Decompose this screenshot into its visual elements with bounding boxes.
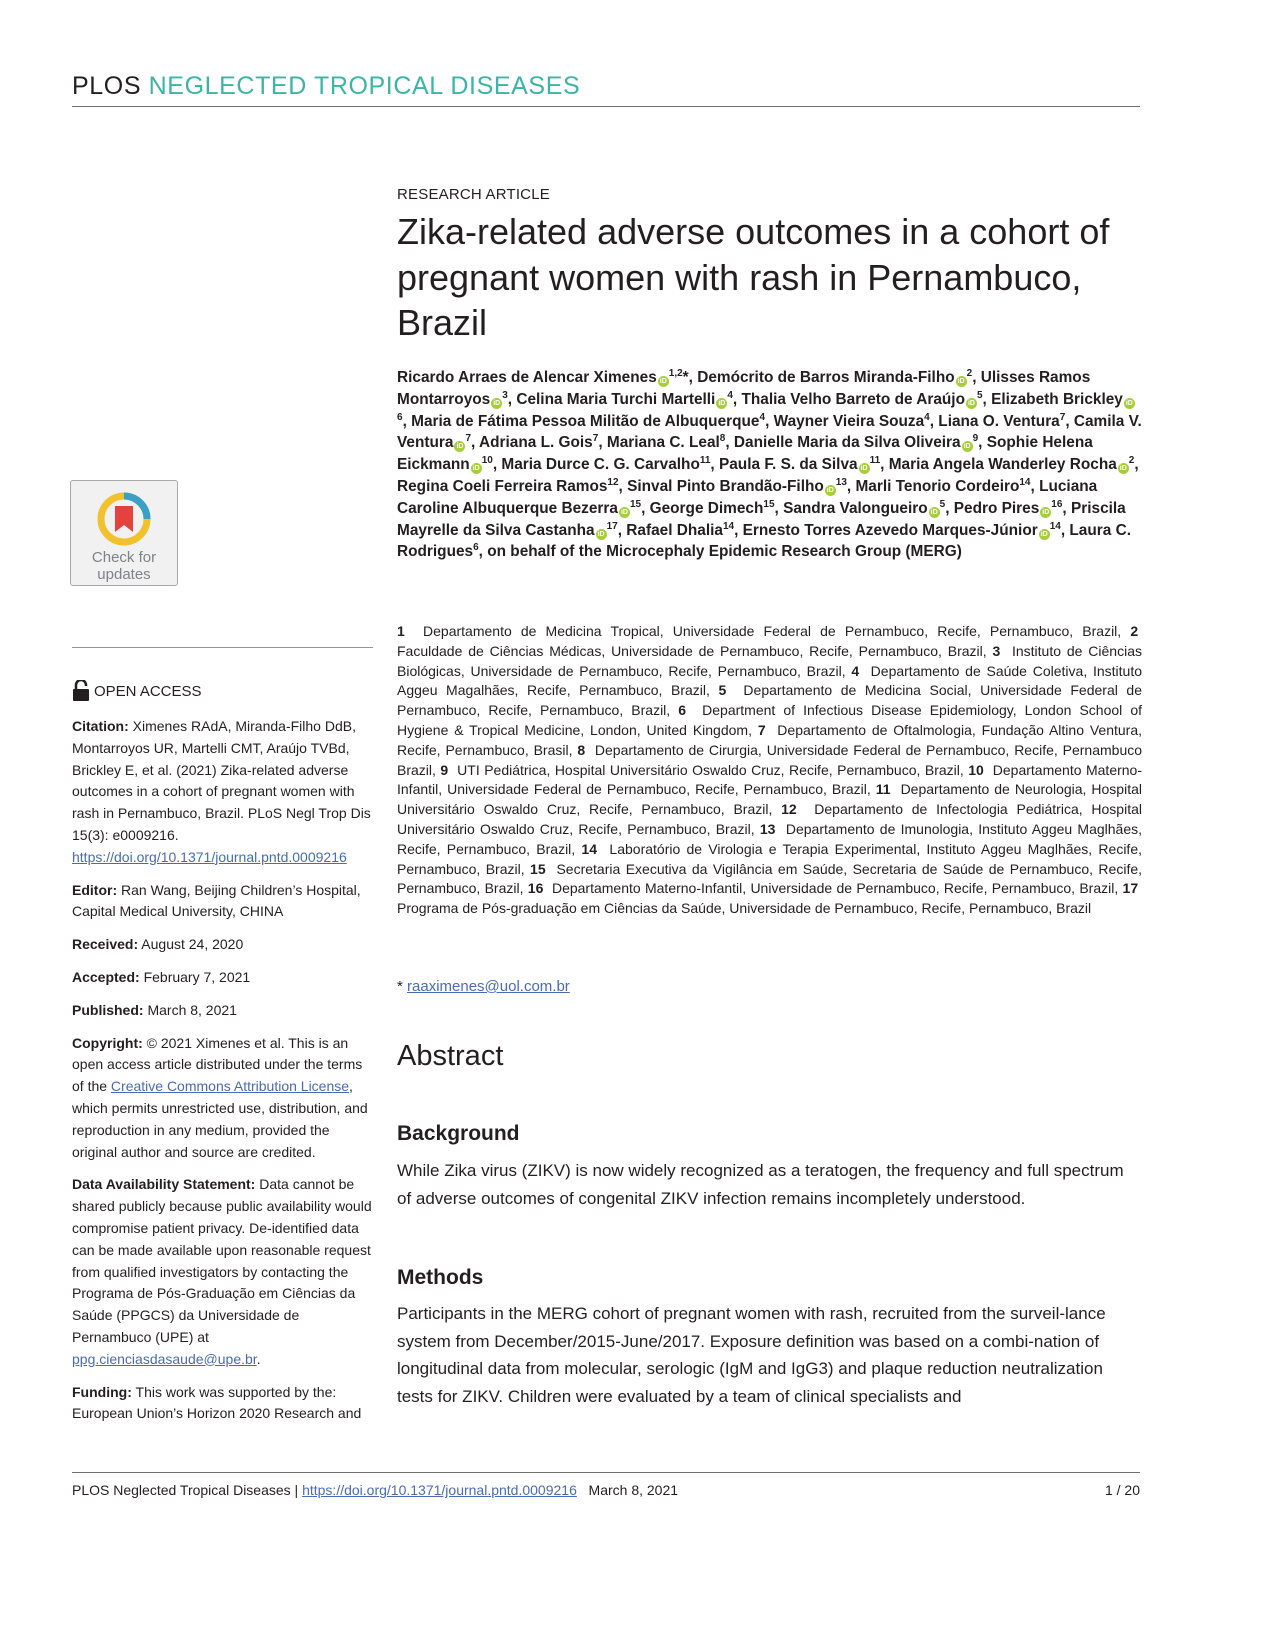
orcid-icon[interactable]: iD bbox=[620, 508, 628, 516]
orcid-icon[interactable]: iD bbox=[1119, 465, 1127, 473]
author-name: Thalia Velho Barreto de Araújo bbox=[741, 390, 965, 408]
author bbox=[954, 500, 1063, 517]
author-affiliation-ref: 15 bbox=[763, 498, 775, 510]
author bbox=[397, 478, 619, 495]
license-link[interactable]: Creative Commons Attribution License bbox=[110, 1078, 350, 1095]
orcid-icon[interactable]: iD bbox=[493, 399, 501, 407]
orcid-icon[interactable]: iD bbox=[860, 465, 868, 473]
data-availability: Data Availability Statement: Data cannot be shared publicly because public availability would compromise patient privacy. De-identified data can be made available upon reasonable request from qualified investigators by contacting the Programa de Pós-Graduação em Ciências da Saúde (PPGCS) da Universidade de Pernambuco (UPE) at ppg.cienciasdasaude@upe.br. bbox=[72, 1176, 372, 1367]
author-name: Maria Durce C. G. Carvalho bbox=[501, 456, 700, 474]
author-affiliation-ref: 6 bbox=[473, 542, 479, 554]
header-rule bbox=[72, 106, 1140, 107]
orcid-icon[interactable]: iD bbox=[456, 443, 464, 451]
author-affiliation-ref: 13 bbox=[835, 476, 847, 488]
journal-name: NEGLECTED TROPICAL DISEASES bbox=[148, 72, 581, 100]
footer-date: March 8, 2021 bbox=[588, 1482, 679, 1498]
author-affiliation-ref: 5 bbox=[976, 389, 983, 401]
affiliation: 17 Programa de Pós-graduação em Ciências da Saúde, Universidade de Pernambuco, Recife, Pernambuco, Brazil bbox=[397, 880, 1143, 917]
author-affiliation-ref: 14 bbox=[1049, 520, 1061, 532]
author-name: George Dimech bbox=[649, 499, 764, 517]
author-affiliation-ref: 4 bbox=[924, 411, 930, 423]
open-access-label: OPEN ACCESS bbox=[94, 682, 202, 700]
affiliation: 13 Departamento de Imunologia, Instituto Aggeu Maglhães, Recife, Pernambuco, Brazil, bbox=[397, 820, 1142, 857]
author bbox=[627, 478, 847, 495]
author bbox=[743, 522, 1061, 539]
article-info-sidebar bbox=[72, 716, 377, 1436]
author bbox=[516, 391, 733, 408]
author-name: Laura C. Rodrigues bbox=[397, 521, 1131, 561]
author-affiliation-ref: 12 bbox=[607, 476, 619, 488]
orcid-icon[interactable]: iD bbox=[472, 465, 480, 473]
author bbox=[697, 369, 972, 386]
author bbox=[783, 500, 945, 517]
author-name: Rafael Dhalia bbox=[626, 521, 723, 539]
author-name: Liana O. Ventura bbox=[938, 412, 1060, 430]
background-heading: Background bbox=[397, 1122, 520, 1145]
open-lock-icon bbox=[72, 680, 90, 702]
affiliation: 16 Departamento Materno-Infantil, Universidade de Pernambuco, Recife, Pernambuco, Brazil, bbox=[527, 880, 1123, 897]
orcid-icon[interactable]: iD bbox=[1040, 530, 1048, 538]
affiliation: 14 Laboratório de Virologia e Terapia Experimental, Instituto Aggeu Maglhães, Recife, Pernambuco, Brazil, bbox=[397, 840, 1142, 877]
corresponding-email-link[interactable]: raaximenes@uol.com.br bbox=[407, 978, 570, 995]
author-name: Ernesto Torres Azevedo Marques-Júnior bbox=[742, 521, 1038, 539]
author-name: Mariana C. Leal bbox=[606, 434, 720, 452]
author-name: Demócrito de Barros Miranda-Filho bbox=[697, 369, 955, 386]
author-affiliation-ref: 5 bbox=[939, 498, 946, 510]
crossmark-icon bbox=[95, 490, 153, 548]
affiliation: 8 Departamento de Cirurgia, Universidade Federal de Pernambuco, Recife, Pernambuco Brazil, bbox=[397, 741, 1143, 778]
author bbox=[719, 456, 880, 473]
author-name: Ricardo Arraes de Alencar Ximenes bbox=[397, 369, 657, 386]
author-affiliation-ref: 7 bbox=[1059, 411, 1066, 423]
author-affiliation-ref: 15 bbox=[629, 498, 642, 510]
affiliation: 7 Departamento de Oftalmologia, Fundação Altino Ventura, Recife, Pernambuco, Brasil, bbox=[397, 721, 1142, 758]
data-email-link[interactable]: ppg.cienciasdasaude@upe.br bbox=[72, 1350, 257, 1367]
editor: Editor: Ran Wang, Beijing Children’s Hospital, Capital Medical University, CHINA bbox=[72, 881, 361, 920]
author-affiliation-ref: 11 bbox=[869, 455, 881, 467]
affiliations bbox=[397, 622, 1142, 919]
journal-header bbox=[72, 72, 1140, 101]
corresponding-author: * raaximenes@uol.com.br bbox=[397, 978, 570, 995]
journal-prefix: PLOS bbox=[72, 72, 142, 100]
orcid-icon[interactable]: iD bbox=[967, 399, 975, 407]
badge-line-2: updates bbox=[97, 566, 151, 583]
affiliation: 6 Department of Infectious Disease Epidemiology, London School of Hygiene & Tropical Medicine, London, United Kingdom, bbox=[397, 702, 1142, 738]
orcid-icon[interactable]: iD bbox=[597, 530, 605, 538]
author-name: Luciana Caroline Albuquerque Bezerra bbox=[397, 477, 1098, 517]
author bbox=[626, 522, 734, 539]
author-affiliation-ref: 4 bbox=[759, 411, 766, 423]
orcid-icon[interactable]: iD bbox=[1125, 399, 1133, 407]
badge-line-1: Check for bbox=[91, 549, 157, 566]
author-group: , on behalf of the Microcephaly Epidemic Research Group (MERG) bbox=[478, 543, 962, 561]
footer-journal: PLOS Neglected Tropical Diseases | bbox=[72, 1482, 299, 1498]
author-affiliation-ref: 16 bbox=[1051, 498, 1063, 510]
orcid-icon[interactable]: iD bbox=[1042, 508, 1050, 516]
author-name: Celina Maria Turchi Martelli bbox=[516, 390, 716, 408]
affiliation: 11 Departamento de Neurologia, Hospital Universitário Oswaldo Cruz, Recife, Pernambuco, Brazil, bbox=[397, 781, 1142, 818]
sidebar-rule bbox=[72, 647, 373, 648]
author-name: Priscila Mayrelle da Silva Castanha bbox=[397, 499, 1126, 539]
author bbox=[501, 456, 710, 473]
author-name: Adriana L. Gois bbox=[479, 434, 593, 452]
methods-heading: Methods bbox=[397, 1266, 484, 1289]
author-affiliation-ref: 4 bbox=[727, 389, 733, 401]
orcid-icon[interactable]: iD bbox=[957, 378, 965, 385]
author bbox=[774, 413, 930, 430]
author-name: Sophie Helena Eickmann bbox=[397, 434, 1093, 474]
author-name: Pedro Pires bbox=[953, 499, 1040, 517]
footer-rule bbox=[72, 1472, 1140, 1473]
author-affiliation-ref: 3 bbox=[502, 389, 508, 401]
author-name: Wayner Vieira Souza bbox=[773, 412, 925, 430]
footer-doi-link[interactable]: https://doi.org/10.1371/journal.pntd.0009216 bbox=[302, 1482, 577, 1498]
corresponding-marker: * bbox=[682, 369, 689, 386]
author-name: Regina Coeli Ferreira Ramos bbox=[397, 477, 608, 495]
affiliation: 9 UTI Pediátrica, Hospital Universitário Oswaldo Cruz, Recife, Pernambuco, Brazil, bbox=[440, 761, 969, 778]
author-affiliation-ref: 7 bbox=[465, 433, 472, 445]
author-affiliation-ref: 10 bbox=[481, 455, 493, 467]
accepted: Accepted: February 7, 2021 bbox=[72, 968, 251, 985]
citation-doi-link[interactable]: https://doi.org/10.1371/journal.pntd.0009216 bbox=[72, 848, 347, 865]
author bbox=[734, 434, 978, 451]
affiliation: 2 Faculdade de Ciências Médicas, Universidade de Pernambuco, Recife, Pernambuco, Brazil, bbox=[397, 623, 1142, 659]
orcid-icon[interactable]: iD bbox=[930, 508, 938, 516]
author-name: Elizabeth Brickley bbox=[991, 390, 1123, 408]
article-title: Zika-related adverse outcomes in a cohort of pregnant women with rash in Pernambuco, Brazil bbox=[397, 211, 1110, 343]
author-affiliation-ref: 14 bbox=[1019, 476, 1031, 488]
check-for-updates-badge[interactable] bbox=[70, 480, 178, 586]
affiliation: 10 Departamento Materno-Infantil, Universidade Federal de Pernambuco, Recife, Pernambuco, Brazil, bbox=[397, 761, 1142, 798]
published: Published: March 8, 2021 bbox=[72, 1001, 237, 1018]
author bbox=[855, 478, 1030, 495]
author-affiliation-ref: 1,2 bbox=[668, 367, 683, 379]
author-name: Marli Tenorio Cordeiro bbox=[855, 477, 1020, 495]
affiliation: 1 Departamento de Medicina Tropical, Universidade Federal de Pernambuco, Recife, Pernambuco, Brazil, bbox=[397, 623, 1131, 639]
orcid-icon[interactable]: iD bbox=[826, 486, 834, 494]
orcid-icon[interactable]: iD bbox=[718, 399, 726, 407]
copyright: Copyright: © 2021 Ximenes et al. This is an open access article distributed under the terms of the Creative Commons Attribution License, which permits unrestricted use, distribution, and reproduction in any medium, provided the original author and source are credited. bbox=[72, 1034, 368, 1160]
author-affiliation-ref: 11 bbox=[699, 455, 711, 467]
author-name: Ulisses Ramos Montarroyos bbox=[397, 369, 1091, 408]
author bbox=[889, 456, 1135, 473]
author bbox=[411, 413, 765, 430]
orcid-icon[interactable]: iD bbox=[963, 443, 971, 451]
author-name: Paula F. S. da Silva bbox=[718, 456, 858, 474]
author bbox=[741, 391, 982, 408]
affiliation: 5 Departamento de Medicina Social, Universidade Federal de Pernambuco, Recife, Pernambuco, Brazil, bbox=[397, 682, 1142, 719]
citation: Citation: Ximenes RAdA, Miranda-Filho DdB, Montarroyos UR, Martelli CMT, Araújo TVBd, Brickley E, et al. (2021) Zika-related adverse outcomes in a cohort of pregnant women with rash in Pernambuco, Brazil. PLoS Negl Trop Dis 15(3): e0009216. https://doi.org/10.1371/journal.pntd.0009216 bbox=[72, 718, 371, 865]
author bbox=[650, 500, 775, 517]
author-name: Danielle Maria da Silva Oliveira bbox=[733, 434, 961, 452]
author bbox=[938, 413, 1065, 430]
author-list: Ricardo Arraes de Alencar Ximenes iD$^{1,2}$*, Demócrito de Barros Miranda-Filho $iD^2$, Ulisses Ramos Montarroyos $iD^3$, Celina Maria Turchi Martelli $iD^4$, Thalia Velho Barreto de Araújo $iD^5$, Elizabeth Brickley $iD^6$, Maria de Fátima Pessoa Militão de Albuquerque$^4$, Wayner Vieira Souza$^4$, Liana O. Ventura$^7$, Camila V. Ventura $iD^7$, Adriana L. Gois$^7$, Mariana C. Leal$^8$, Danielle Maria da Silva Oliveira $iD^9$, Sophie Helena Eickmann $iD^{10}$, Maria Durce C. G. Carvalho$^{11}$, Paula F. S. da Silva $iD^{11}$, Maria Angela Wanderley Rocha $iD^2$, Regina Coeli Ferreira Ramos$^{12}$, Sinval Pinto Brandão-Filho $iD^{13}$, Marli Tenorio Cordeiro$^{14}$, Luciana Caroline Albuquerque Bezerra $iD^{15}$, George Dimech$^{15}$, Sandra Valongueiro $iD^5$, Pedro Pires $iD^{16}$, Priscila Mayrelle da Silva Castanha $iD^{17}$, Rafael Dhalia$^{14}$, Ernesto Torres Azevedo Marques-Júnior $iD^{14}$, Laura C. Rodrigues$^6$, on behalf of the Microcephaly Epidemic Research Group (MERG) bbox=[397, 367, 1142, 561]
article-type: RESEARCH ARTICLE bbox=[397, 186, 550, 203]
affiliation: 4 Departamento de Saúde Coletiva, Instituto Aggeu Magalhães, Recife, Pernambuco, Brazil, bbox=[397, 662, 1142, 699]
author-name: Maria Angela Wanderley Rocha bbox=[888, 456, 1117, 474]
author-affiliation-ref: 2 bbox=[966, 367, 973, 379]
author-name: Maria de Fátima Pessoa Militão de Albuquerque bbox=[411, 412, 760, 430]
author-affiliation-ref: 6 bbox=[397, 411, 403, 423]
methods-text: Participants in the MERG cohort of pregnant women with rash, recruited from the surveil-lance system from December/2015-June/2017. Exposure definition was based on a combi-nation of longitudinal data from molecular, serologic (IgM and IgG3) and plaque reduction neutralization tests for ZIKV. Children were evaluated by a team of clinical specialists and bbox=[397, 1304, 1106, 1406]
open-access bbox=[72, 680, 202, 702]
author-affiliation-ref: 7 bbox=[592, 433, 599, 445]
author-affiliation-ref: 8 bbox=[719, 433, 726, 445]
author bbox=[397, 369, 689, 386]
author-name: Sinval Pinto Brandão-Filho bbox=[627, 477, 824, 495]
page-number: 1 / 20 bbox=[1104, 1482, 1140, 1498]
funding: Funding: This work was supported by the: European Union’s Horizon 2020 Research and bbox=[72, 1383, 362, 1422]
received: Received: August 24, 2020 bbox=[72, 936, 244, 953]
author bbox=[607, 434, 725, 451]
affiliation: 12 Departamento de Infectologia Pediátrica, Hospital Universitário Oswaldo Cruz, Recife, Pernambuco, Brazil, bbox=[397, 801, 1142, 837]
author bbox=[479, 434, 598, 451]
author-affiliation-ref: 14 bbox=[722, 520, 735, 532]
affiliation: 15 Secretaria Executiva da Vigilância em Saúde, Secretaria de Saúde de Pernambuco, Recife, Pernambuco, Brazil, bbox=[397, 860, 1143, 897]
page-footer bbox=[72, 1482, 1140, 1498]
affiliation: 3 Instituto de Ciências Biológicas, Universidade de Pernambuco, Recife, Pernambuco, Brazil, bbox=[397, 642, 1142, 679]
author-affiliation-ref: 2 bbox=[1128, 455, 1135, 467]
author-name: Sandra Valongueiro bbox=[783, 499, 928, 517]
abstract-heading: Abstract bbox=[397, 1040, 504, 1072]
orcid-icon[interactable]: iD bbox=[659, 378, 667, 385]
author-affiliation-ref: 9 bbox=[972, 433, 979, 445]
author-affiliation-ref: 17 bbox=[606, 520, 618, 532]
background-text: While Zika virus (ZIKV) is now widely recognized as a teratogen, the frequency and full spectrum of adverse outcomes of congenital ZIKV infection remains incompletely understood. bbox=[397, 1161, 1124, 1208]
author-name: Camila V. Ventura bbox=[397, 412, 1142, 452]
